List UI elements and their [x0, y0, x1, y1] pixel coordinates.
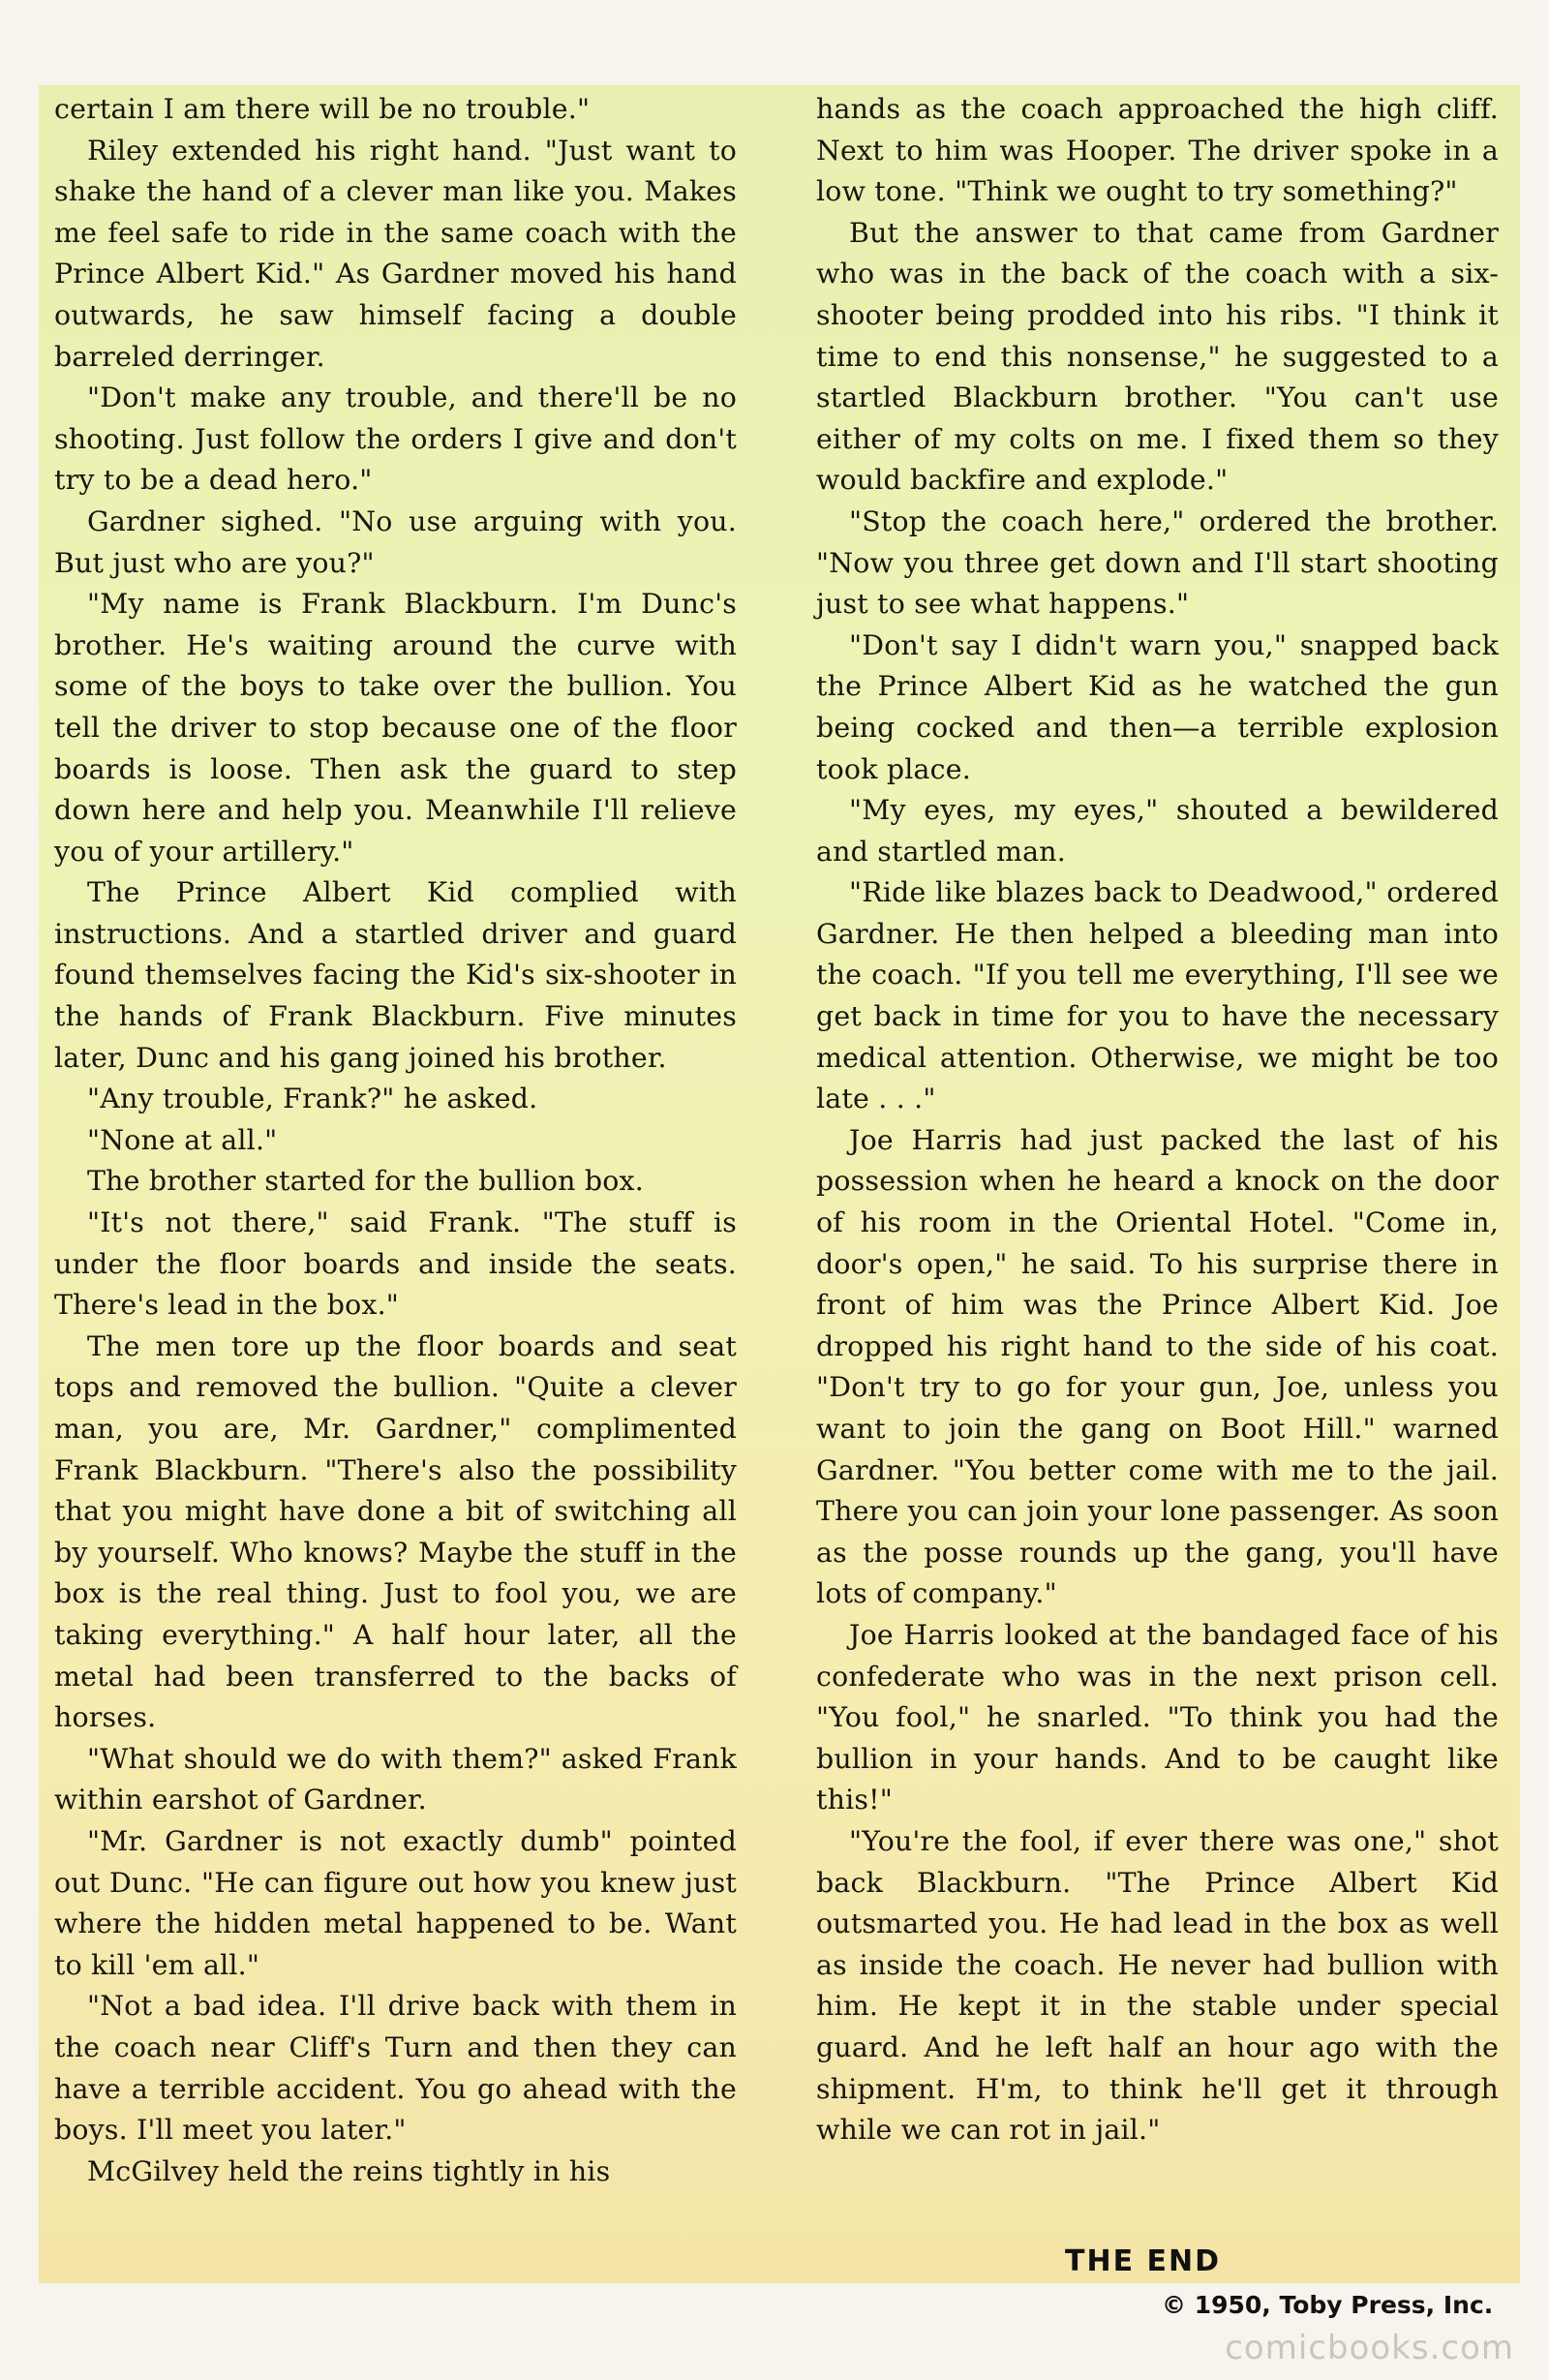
paragraph: hands as the coach approached the high cliff. Next to him was Hooper. The driver spoke in a low tone. "Think we ought to try something?" [816, 93, 1499, 208]
paragraph: The brother started for the bullion box. [87, 1165, 644, 1198]
paragraph: The Prince Albert Kid complied with instructions. And a startled driver and guard found themselves facing the Kid's six-shooter in the hands of Frank Blackburn. Five minutes later, Dunc and his gang joined his brother. [54, 876, 737, 1074]
watermark: comicbooks.com [1225, 2329, 1514, 2367]
paragraph: "Don't say I didn't warn you," snapped back the Prince Albert Kid as he watched the gun being cocked and then—a terrible explosion took place. [816, 628, 1499, 785]
paragraph: Joe Harris looked at the bandaged face of his confederate who was in the next prison cell. "You fool," he snarled. "To think you had the bullion in your hands. And to be caught like this!" [816, 1618, 1499, 1816]
paragraph: Riley extended his right hand. "Just want to shake the hand of a clever man like you. Makes me feel safe to ride in the same coach with the Prince Albert Kid." As Gardner moved his hand outwards, he saw himself facing a double barreled derringer. [54, 134, 737, 373]
paragraph: Joe Harris had just packed the last of his possession when he heard a knock on the door of his room in the Oriental Hotel. "Come in, door's open," he said. To his surprise there in front of him was the Prince Albert Kid. Joe dropped his right hand to the side of his coat. "Don't try to go for your gun, Joe, unless you want to join the gang on Boot Hill." warned Gardner. "You better come with me to the jail. There you can join your lone passenger. As soon as the posse rounds up the gang, you'll have lots of company." [816, 1123, 1499, 1610]
paragraph: "Any trouble, Frank?" he asked. [87, 1083, 538, 1115]
left-column [54, 89, 737, 2192]
paragraph: The men tore up the floor boards and seat tops and removed the bullion. "Quite a clever man, you are, Mr. Gardner," complimented Frank Blackburn. "There's also the possibility that you might have done a bit of switching all by yourself. Who knows? Maybe the stuff in the box is the real thing. Just to fool you, we are taking everything." A half hour later, all the metal had been transferred to the backs of horses. [54, 1329, 737, 1734]
paragraph: "Mr. Gardner is not exactly dumb" pointed out Dunc. "He can figure out how you knew just where the hidden metal happened to be. Want to kill 'em all." [54, 1824, 737, 1981]
the-end-label: THE END [1065, 2244, 1222, 2278]
paragraph: certain I am there will be no trouble." [54, 93, 591, 125]
paragraph: McGilvey held the reins tightly in his [87, 2154, 611, 2187]
copyright-notice: © 1950, Toby Press, Inc. [1162, 2291, 1494, 2319]
paragraph: "Ride like blazes back to Deadwood," ordered Gardner. He then helped a bleeding man into the coach. "If you tell me everything, I'll see we get back in time for you to have the necessary medical attention. Otherwise, we might be too late . . ." [816, 876, 1499, 1115]
paragraph: "What should we do with them?" asked Frank within earshot of Gardner. [54, 1742, 737, 1816]
paragraph: "None at all." [87, 1123, 278, 1156]
paragraph: "Don't make any trouble, and there'll be no shooting. Just follow the orders I give and don't try to be a dead hero." [54, 381, 737, 497]
paragraph: "My eyes, my eyes," shouted a bewildered and startled man. [816, 794, 1499, 868]
paragraph: "Stop the coach here," ordered the brother. "Now you three get down and I'll start shooting just to see what happens." [816, 504, 1499, 621]
paragraph: "My name is Frank Blackburn. I'm Dunc's brother. He's waiting around the curve with some of the boys to take over the bullion. You tell the driver to stop because one of the floor boards is loose. Then ask the guard to step down here and help you. Meanwhile I'll relieve you of your artillery." [54, 588, 737, 868]
paragraph: "You're the fool, if ever there was one," shot back Blackburn. "The Prince Albert Kid outsmarted you. He had lead in the box as well as inside the coach. He never had bullion with him. He kept it in the stable under special guard. And he left half an hour ago with the shipment. H'm, to think he'll get it through while we can rot in jail." [816, 1824, 1499, 2147]
right-column [816, 89, 1499, 2151]
paragraph: "Not a bad idea. I'll drive back with them in the coach near Cliff's Turn and then they can have a terrible accident. You go ahead with the boys. I'll meet you later." [54, 1990, 737, 2147]
paragraph: But the answer to that came from Gardner who was in the back of the coach with a six-shooter being prodded into his ribs. "I think it time to end this nonsense," he suggested to a startled Blackburn brother. "You can't use either of my colts on me. I fixed them so they would backfire and explode." [816, 216, 1499, 497]
paragraph: "It's not there," said Frank. "The stuff is under the floor boards and inside the seats. There's lead in the box." [54, 1206, 737, 1322]
paragraph: Gardner sighed. "No use arguing with you. But just who are you?" [54, 504, 737, 579]
